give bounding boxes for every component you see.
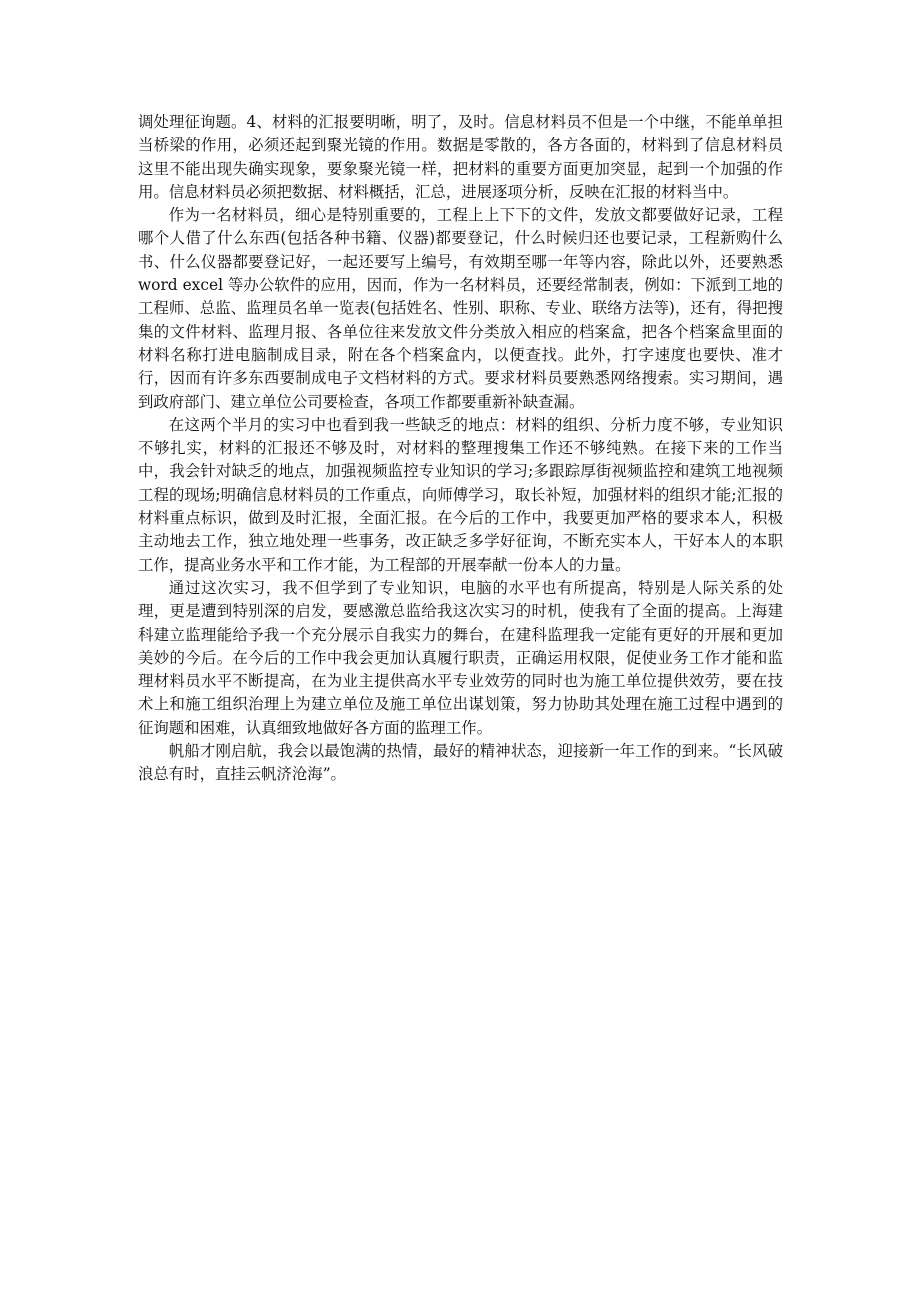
paragraph-material-clerk-duties: 作为一名材料员，细心是特别重要的，工程上上下下的文件，发放文都要做好记录，工程哪个人借了什么东西(包括各种书籍、仪器)都要登记，什么时候归还也要记录，工程新购什么书、什么仪器都要登记好，一起还要写上编号，有效期至哪一年等内容，除此以外，还要熟悉 word excel 等办公软件的应用，因而，作为一名材料员，还要经常制表，例如：下派到工地的工程师、总监、监理员名单一览表(包括姓名、性别、职称、专业、联络方法等)，还有，得把搜集的文件材料、监理月报、各单位往来发放文件分类放入相应的档案盒，把各个档案盒里面的材料名称打进电脑制成目录，附在各个档案盒内，以便查找。此外，打字速度也要快、准才行，因而有许多东西要制成电子文档材料的方式。要求材料员要熟悉网络搜索。实习期间，遇到政府部门、建立单位公司要检查，各项工作都要重新补缺查漏。: [138, 206, 783, 411]
document-body: [138, 111, 783, 787]
paragraph-continuation: 调处理征询题。4、材料的汇报要明晰，明了，及时。信息材料员不但是一个中继，不能单单担当桥梁的作用，必须还起到聚光镜的作用。数据是零散的，各方各面的，材料到了信息材料员这里不能出现失确实现象，要象聚光镜一样，把材料的重要方面更加突显，起到一个加强的作用。信息材料员必须把数据、材料概括，汇总，进展逐项分析，反映在汇报的材料当中。: [138, 113, 783, 201]
paragraph-shortcomings: 在这两个半月的实习中也看到我一些缺乏的地点：材料的组织、分析力度不够，专业知识不够扎实，材料的汇报还不够及时，对材料的整理搜集工作还不够纯熟。在接下来的工作当中，我会针对缺乏的地点，加强视频监控专业知识的学习;多跟踪厚街视频监控和建筑工地视频工程的现场;明确信息材料员的工作重点，向师傅学习，取长补短，加强材料的组织才能;汇报的材料重点标识，做到及时汇报，全面汇报。在今后的工作中，我要更加严格的要求本人，积极主动地去工作，独立地处理一些事务，改正缺乏多学好征询，不断充实本人，干好本人的本职工作，提高业务水平和工作才能，为工程部的开展奉献一份本人的力量。: [138, 415, 783, 574]
paragraph-internship-gains: 通过这次实习，我不但学到了专业知识，电脑的水平也有所提高，特别是人际关系的处理，更是遭到特别深的启发，要感激总监给我这次实习的时机，使我有了全面的提高。上海建科建立监理能给予我一个充分展示自我实力的舞台，在建科监理我一定能有更好的开展和更加美妙的今后。在今后的工作中我会更加认真履行职责，正确运用权限，促使业务工作才能和监理材料员水平不断提高，在为业主提供高水平专业效劳的同时也为施工单位提供效劳，要在技术上和施工组织治理上为建立单位及施工单位出谋划策，努力协助其处理在施工过程中遇到的征询题和困难，认真细致地做好各方面的监理工作。: [138, 578, 783, 737]
paragraph-closing: 帆船才刚启航，我会以最饱满的热情，最好的精神状态，迎接新一年工作的到来。“长风破浪总有时，直挂云帆济沧海”。: [138, 742, 783, 784]
